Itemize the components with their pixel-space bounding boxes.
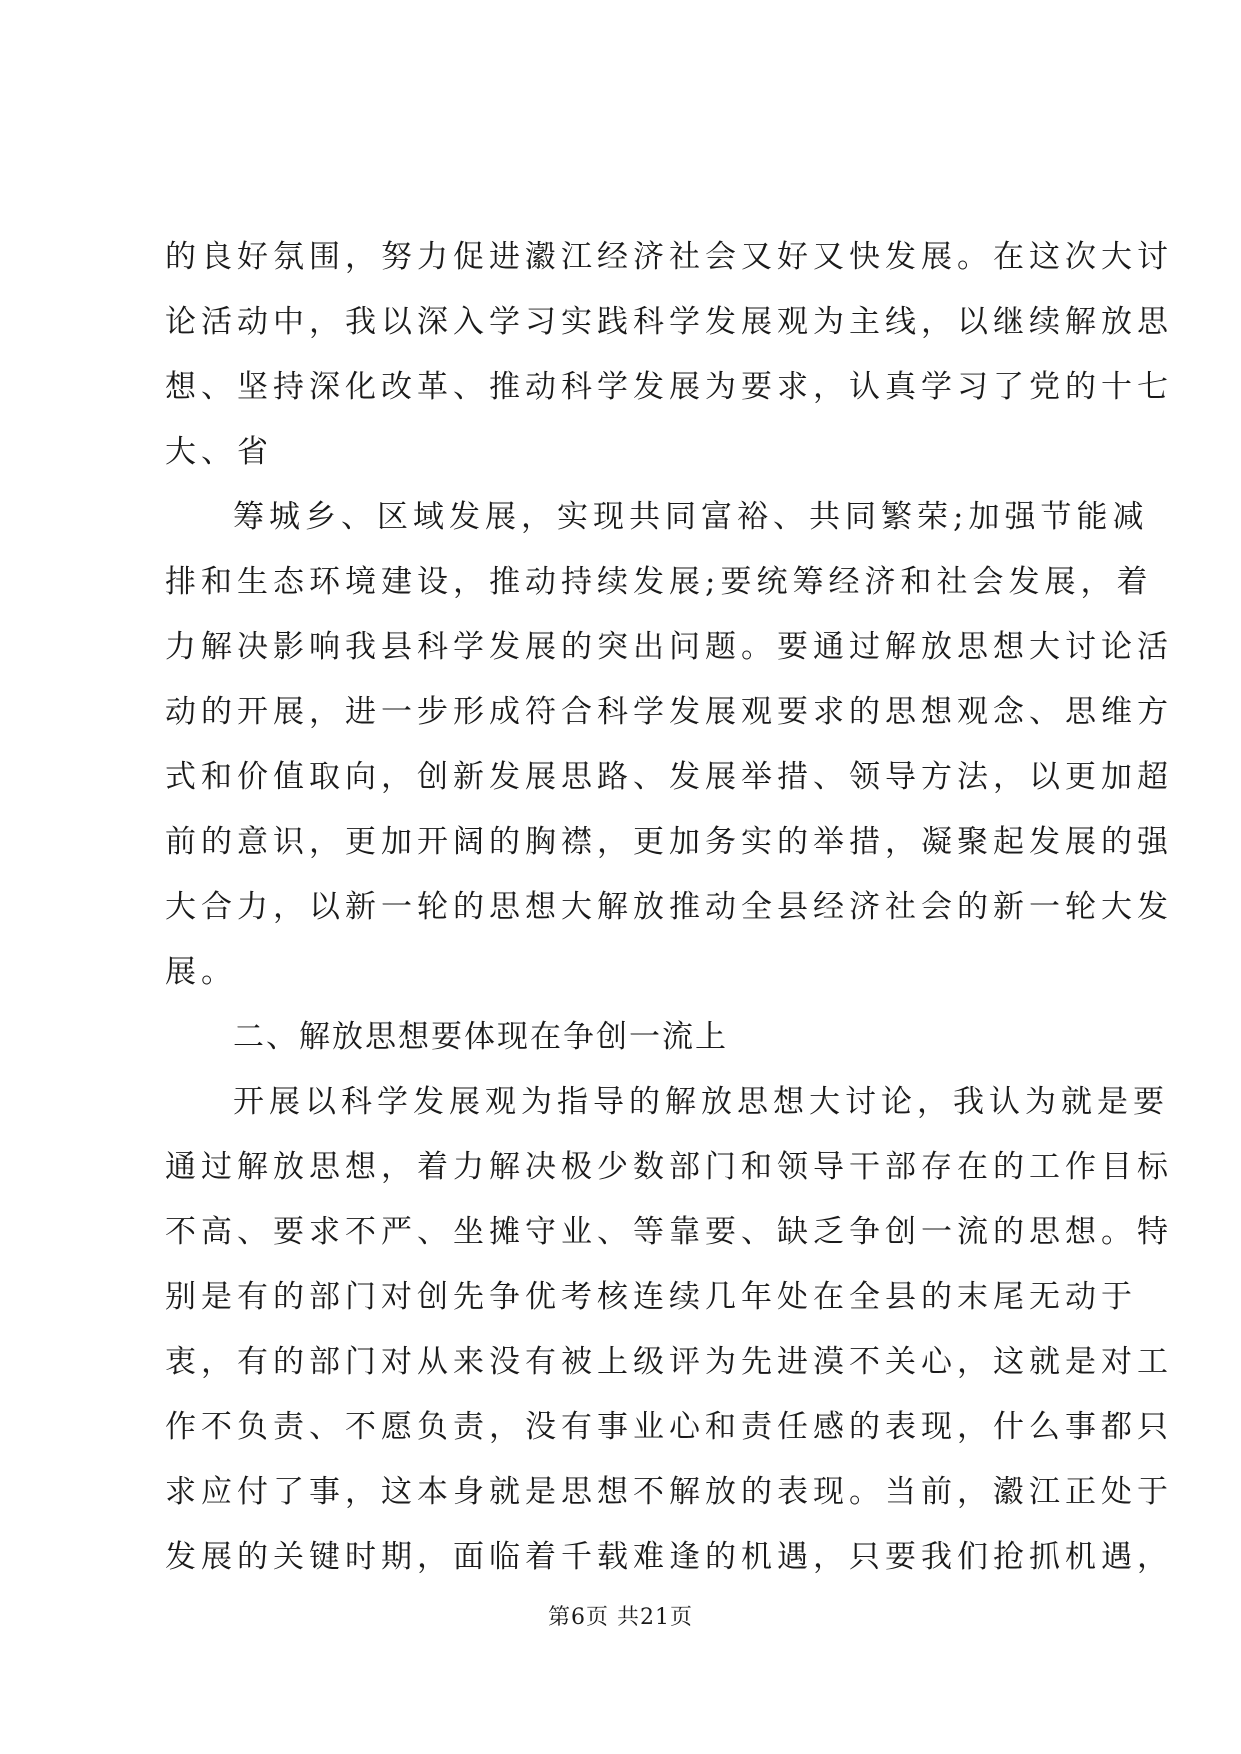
document-body [165,225,1173,1590]
paragraph-line: 发展的关键时期，面临着千载难逢的机遇，只要我们抢抓机遇， [165,1539,1173,1575]
paragraph-3 [165,1070,1173,1590]
paragraph-line: 大、省 [165,434,273,470]
paragraph-line: 大合力，以新一轮的思想大解放推动全县经济社会的新一轮大发 [165,889,1173,925]
paragraph-line: 想、坚持深化改革、推动科学发展为要求，认真学习了党的十七 [165,369,1173,405]
paragraph-1 [165,225,1173,485]
section-heading: 二、解放思想要体现在争创一流上 [233,1019,728,1055]
paragraph-line: 衷，有的部门对从来没有被上级评为先进漠不关心，这就是对工 [165,1344,1173,1380]
paragraph-line: 的良好氛围，努力促进瀫江经济社会又好又快发展。在这次大讨 [165,239,1173,275]
paragraph-2 [165,485,1173,1005]
paragraph-line: 通过解放思想，着力解决极少数部门和领导干部存在的工作目标 [165,1149,1173,1185]
section-heading-wrapper [165,1005,1090,1070]
paragraph-line: 动的开展，进一步形成符合科学发展观要求的思想观念、思维方 [165,694,1173,730]
paragraph-line: 前的意识，更加开阔的胸襟，更加务实的举措，凝聚起发展的强 [165,824,1173,860]
paragraph-line: 筹城乡、区域发展，实现共同富裕、共同繁荣;加强节能减 [233,499,1149,535]
paragraph-line: 开展以科学发展观为指导的解放思想大讨论，我认为就是要 [233,1084,1169,1120]
paragraph-line: 不高、要求不严、坐摊守业、等靠要、缺乏争创一流的思想。特 [165,1214,1173,1250]
paragraph-line: 作不负责、不愿负责，没有事业心和责任感的表现，什么事都只 [165,1409,1173,1445]
page-number-footer: 第6页 共21页 [548,1605,693,1630]
paragraph-line: 力解决影响我县科学发展的突出问题。要通过解放思想大讨论活 [165,629,1173,665]
paragraph-line: 论活动中，我以深入学习实践科学发展观为主线，以继续解放思 [165,304,1173,340]
paragraph-line: 排和生态环境建设，推动持续发展;要统筹经济和社会发展，着 [165,564,1153,600]
paragraph-line: 求应付了事，这本身就是思想不解放的表现。当前，瀫江正处于 [165,1474,1173,1510]
paragraph-line: 展。 [165,954,237,990]
paragraph-line: 式和价值取向，创新发展思路、发展举措、领导方法，以更加超 [165,759,1173,795]
paragraph-line: 别是有的部门对创先争优考核连续几年处在全县的末尾无动于 [165,1279,1137,1315]
